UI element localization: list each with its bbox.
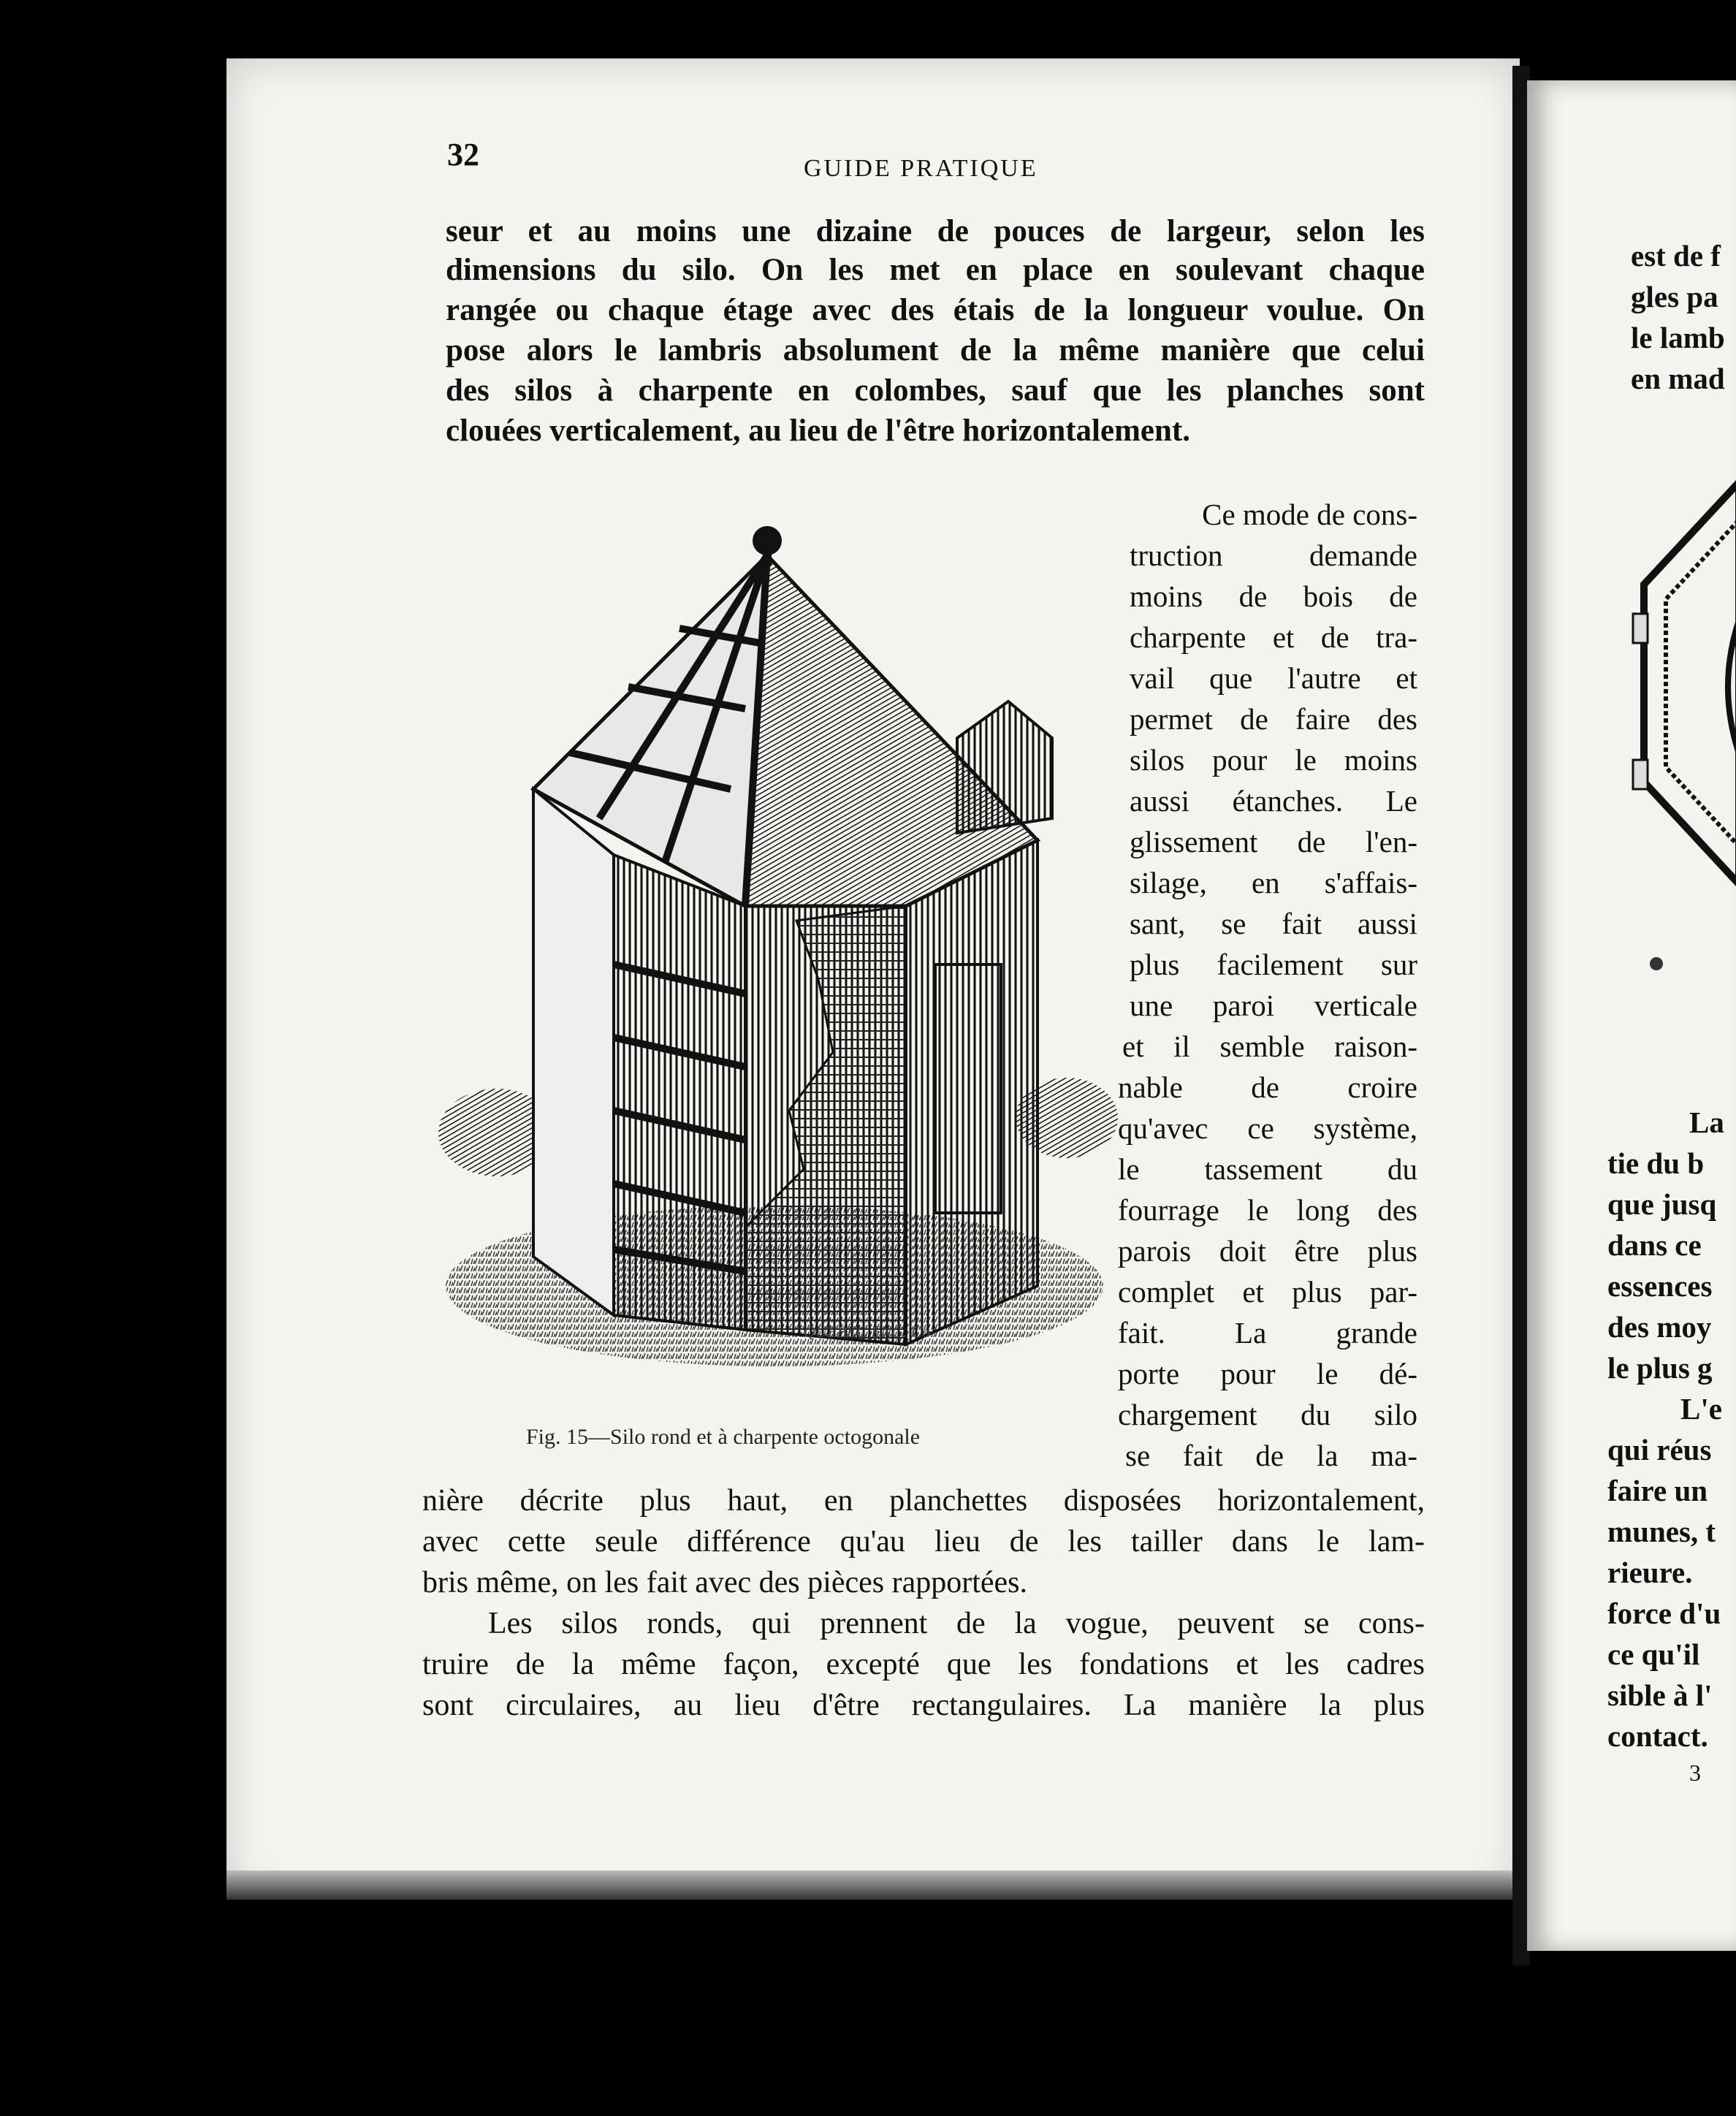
text-line: se fait de la ma- xyxy=(1125,1439,1417,1472)
text-line: fait. La grande xyxy=(1118,1316,1417,1350)
text-line: gles pa xyxy=(1631,280,1718,313)
text-line: permet de faire des xyxy=(1130,702,1417,736)
text-line: force d'u xyxy=(1607,1596,1721,1630)
text-line: truction demande xyxy=(1130,538,1417,572)
text-line: rieure. xyxy=(1607,1556,1693,1589)
text-line: truire de la même façon, excepté que les fondations et les cadres xyxy=(422,1648,1425,1681)
text-line: qu'avec ce système, xyxy=(1118,1111,1417,1145)
page-bottom-edge xyxy=(226,1870,1520,1900)
text-line: L'e xyxy=(1680,1392,1722,1426)
text-line: tie du b xyxy=(1607,1146,1705,1180)
text-line: contact. xyxy=(1607,1719,1708,1753)
text-line: sant, se fait aussi xyxy=(1130,907,1417,940)
text-line: plus facilement sur xyxy=(1130,948,1417,981)
octagon-plan-diagram xyxy=(1629,468,1736,906)
text-line: dimensions du silo. On les met en place en soulevant chaque xyxy=(446,253,1425,287)
text-line: sont circulaires, au lieu d'être rectangulaires. La manière la plus xyxy=(422,1689,1425,1722)
text-line: La xyxy=(1689,1105,1724,1139)
text-line: sible à l' xyxy=(1607,1678,1713,1712)
text-line: chargement du silo xyxy=(1118,1398,1417,1431)
text-line: fourrage le long des xyxy=(1118,1193,1417,1227)
text-line: ce qu'il xyxy=(1607,1637,1700,1671)
text-line: bris même, on les fait avec des pièces rapportées. xyxy=(422,1566,1028,1599)
text-line: pose alors le lambris absolument de la même manière que celui xyxy=(446,333,1425,368)
text-line: des moy xyxy=(1607,1310,1712,1344)
page-number: 32 xyxy=(447,137,479,172)
text-line: dans ce xyxy=(1607,1228,1702,1262)
text-line: moins de bois de xyxy=(1130,579,1417,613)
text-line: glissement de l'en- xyxy=(1130,825,1417,859)
text-line: qui réus xyxy=(1607,1433,1712,1466)
text-line: le lamb xyxy=(1631,321,1725,354)
text-line: Ce mode de cons- xyxy=(1202,498,1417,531)
text-line: nable de croire xyxy=(1118,1070,1417,1104)
text-line: silos pour le moins xyxy=(1130,743,1417,777)
engraver-mark: QUEBEC ENG. Co. xyxy=(804,1322,934,1341)
text-line: et il semble raison- xyxy=(1122,1030,1417,1063)
text-line: en mad xyxy=(1631,362,1725,395)
text-line: porte pour le dé- xyxy=(1118,1357,1417,1390)
text-line: complet et plus par- xyxy=(1118,1275,1417,1309)
text-line: une paroi verticale xyxy=(1130,989,1417,1022)
text-line: silage, en s'affais- xyxy=(1130,866,1417,899)
text-line: rangée ou chaque étage avec des étais de la longueur voulue. On xyxy=(446,293,1425,327)
text-line: faire un xyxy=(1607,1474,1708,1507)
text-line: nière décrite plus haut, en planchettes disposées horizontalement, xyxy=(422,1484,1425,1518)
running-head: GUIDE PRATIQUE xyxy=(804,155,1038,182)
silo-engraving-figure xyxy=(424,511,1125,1388)
text-line: Les silos ronds, qui prennent de la vogue, peuvent se cons- xyxy=(488,1607,1425,1640)
text-line: clouées verticalement, au lieu de l'être horizontalement. xyxy=(446,414,1190,448)
text-line: essences xyxy=(1607,1269,1713,1303)
text-line: parois doit être plus xyxy=(1118,1234,1417,1268)
text-line: le tassement du xyxy=(1118,1152,1417,1186)
figure-caption: Fig. 15—Silo rond et à charpente octogonale xyxy=(526,1425,921,1449)
text-line: avec cette seule différence qu'au lieu de les tailler dans le lam- xyxy=(422,1525,1425,1559)
ink-speck xyxy=(1650,957,1663,970)
text-line: vail que l'autre et xyxy=(1130,661,1417,695)
text-line: seur et au moins une dizaine de pouces de largeur, selon les xyxy=(446,214,1425,248)
text-line: aussi étanches. Le xyxy=(1130,784,1417,818)
text-line: des silos à charpente en colombes, sauf que les planches sont xyxy=(446,373,1425,408)
right-page-number: 3 xyxy=(1689,1759,1701,1786)
text-line: munes, t xyxy=(1607,1515,1716,1548)
text-line: que jusq xyxy=(1607,1187,1717,1221)
text-line: charpente et de tra- xyxy=(1130,620,1417,654)
text-line: le plus g xyxy=(1607,1351,1713,1385)
text-line: est de f xyxy=(1631,239,1721,273)
